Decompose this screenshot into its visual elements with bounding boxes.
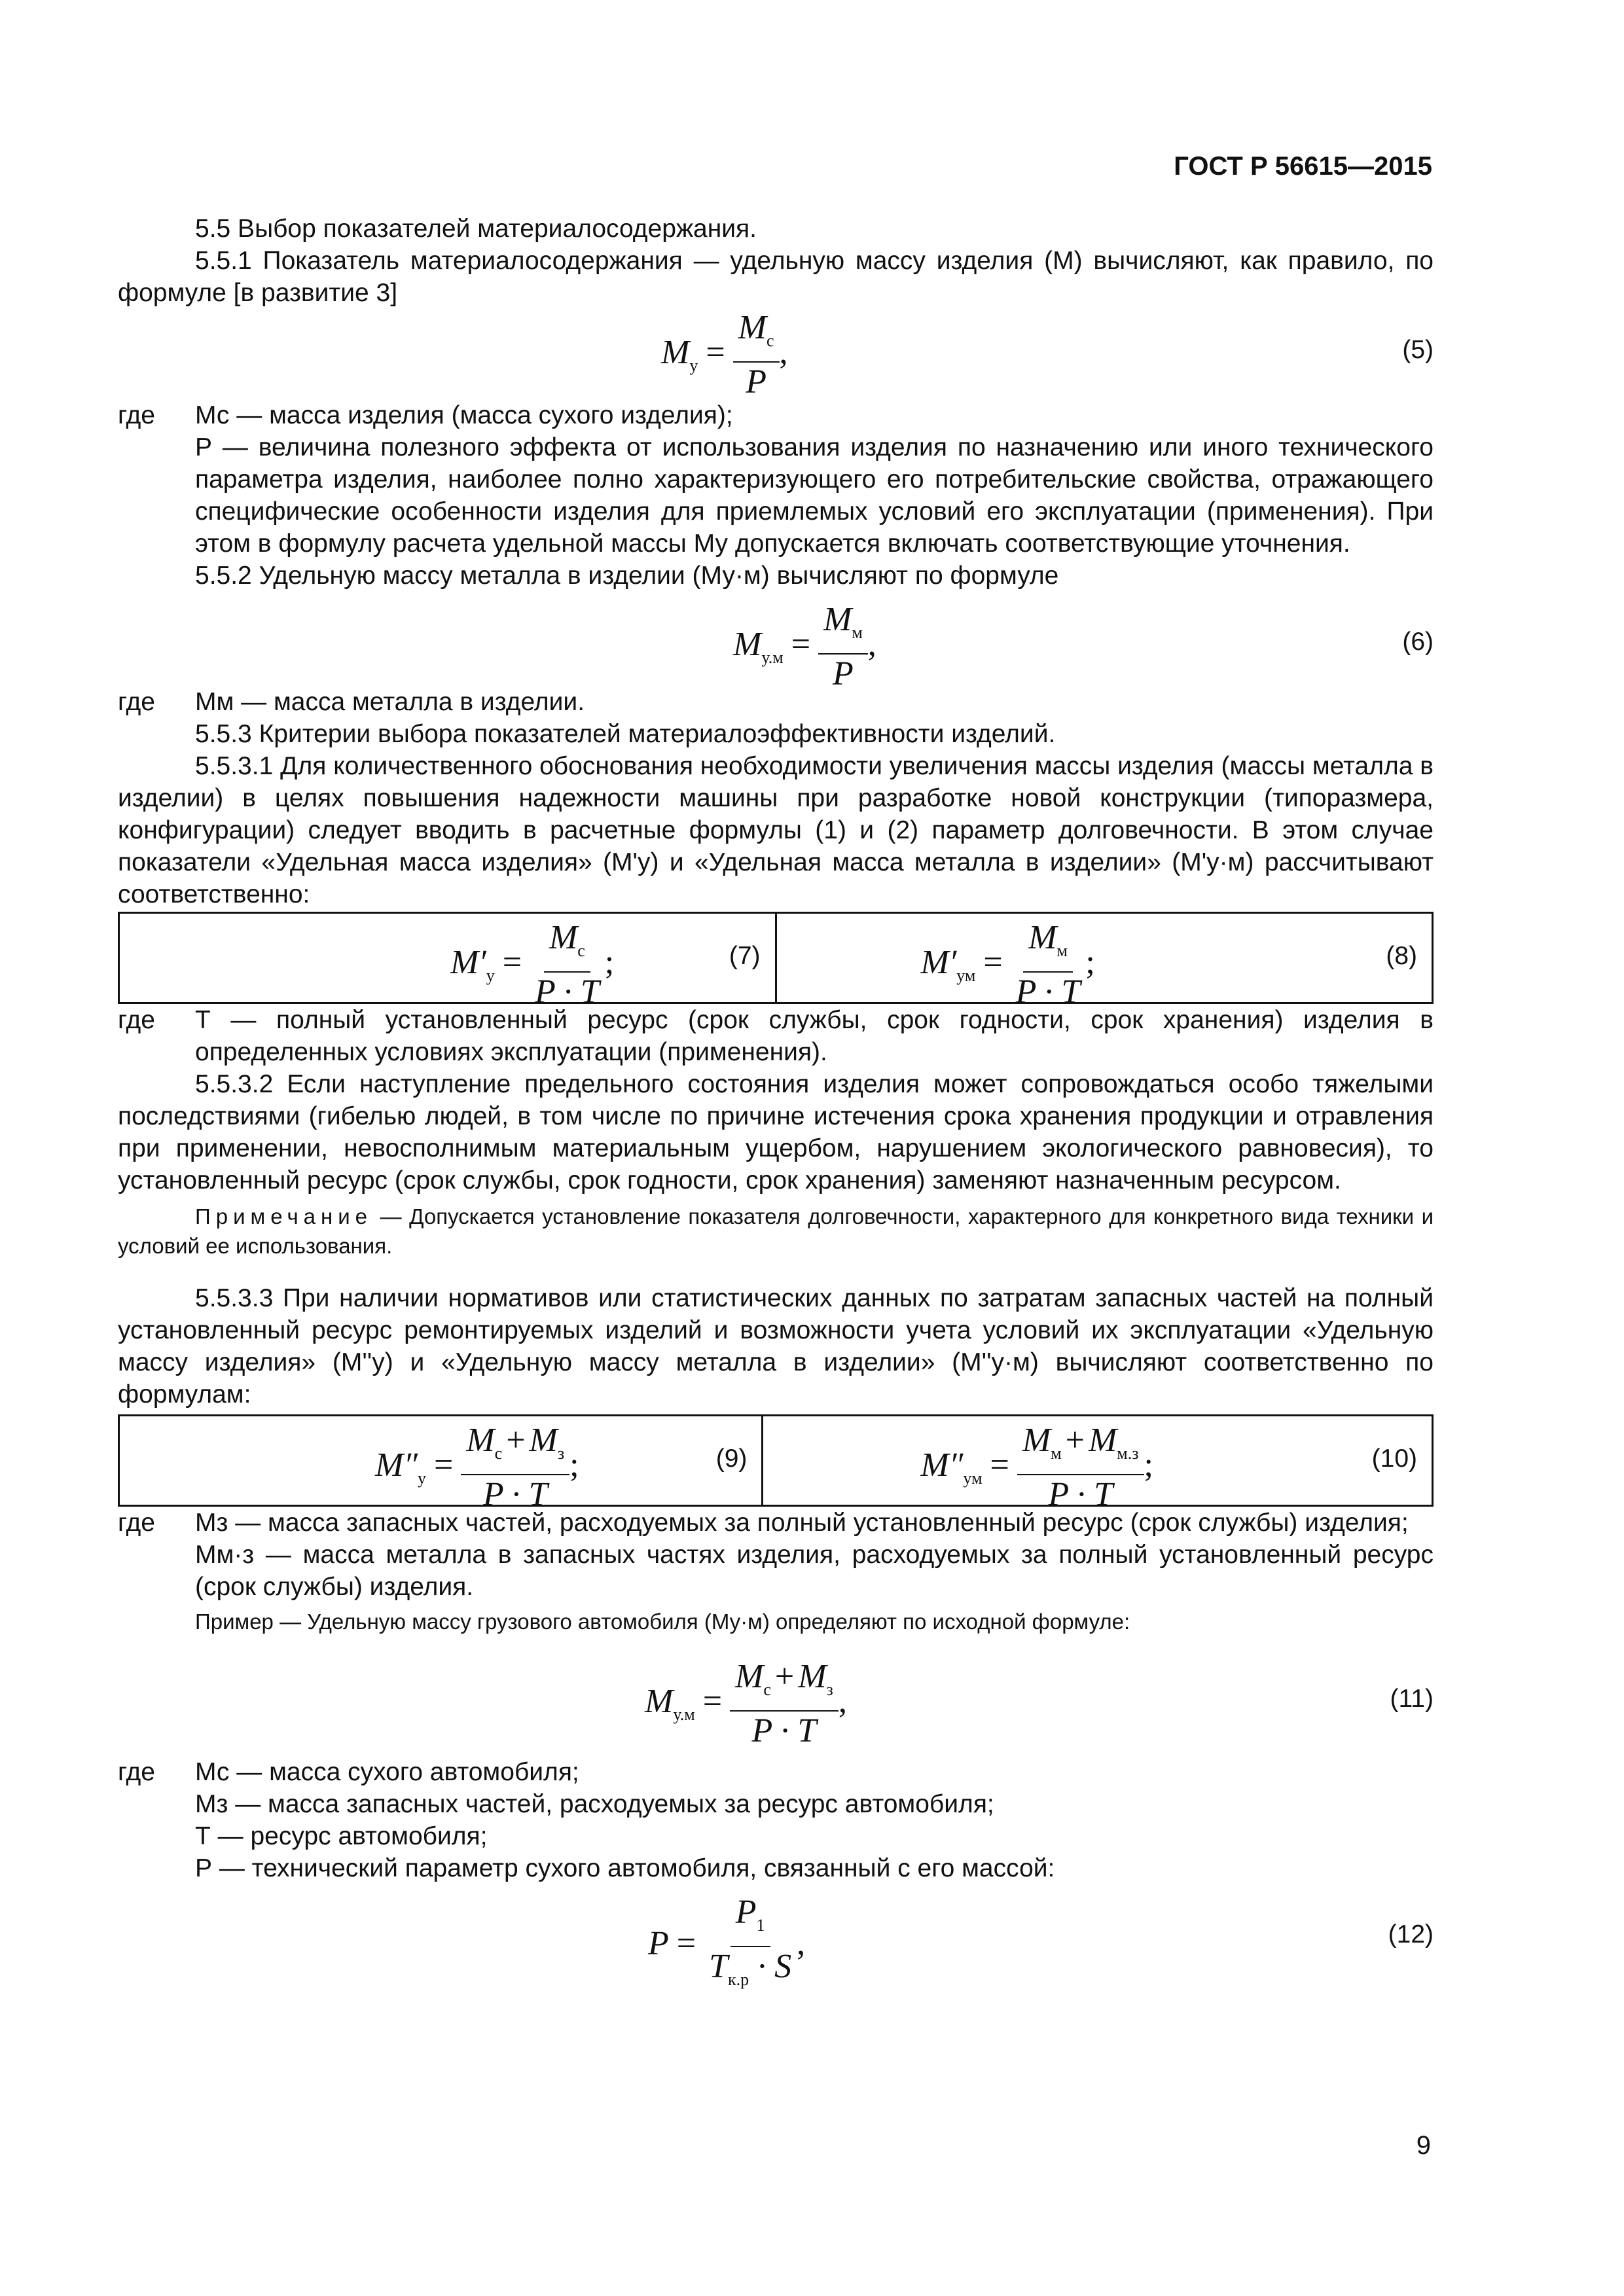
where-t-row: где Т — полный установленный ресурс (срок службы, срок годности, срок хранения) изделия в определенных условиях эксплуатации (применения). bbox=[118, 1006, 1434, 1066]
document-body bbox=[118, 213, 1434, 1992]
note-text: — Допускается установление показателя долговечности, характерного для конкретного вида техники и условий ее использования. bbox=[118, 1204, 1434, 1258]
example-text: Пример — Удельную массу грузового автомобиля (Му·м) определяют по исходной формуле: bbox=[195, 1609, 1130, 1634]
formula-10-cell bbox=[763, 1416, 1433, 1513]
where-auto-mz: Мз — масса запасных частей, расходуемых за ресурс автомобиля; bbox=[195, 1790, 994, 1818]
paragraph-5-5-3: 5.5.3 Критерии выбора показателей материалоэффективности изделий. bbox=[195, 720, 1056, 748]
formula-12-number: (12) bbox=[1388, 1920, 1434, 1948]
formula-7-expression: $M'_у$ = $\frac{M_с}{P \cdot T}$ ; bbox=[450, 919, 615, 1011]
formula-7-cell bbox=[119, 913, 776, 1011]
where-mz-row: где Мз — масса запасных частей, расходуемых за полный установленный ресурс (срок службы) изделия; bbox=[118, 1509, 1409, 1537]
paragraph-5-5-3-1: 5.5.3.1 Для количественного обоснования необходимости увеличения массы изделия (массы металла в изделии) в целях повышения надежности машины при разработке новой конструкции (типоразмера, конфигурации) следует вводить в расчетные формулы (1) и (2) параметр долговечности. В этом случае показатели «Удельная масса изделия» (М'у) и «Удельная масса металла в изделии» (М'у·м) рассчитывают соответственно: bbox=[118, 752, 1434, 908]
formula-6 bbox=[118, 601, 1434, 692]
formula-5-number: (5) bbox=[1402, 336, 1434, 364]
formula-8-cell bbox=[776, 913, 1433, 1011]
paragraph-5-5-3-2: 5.5.3.2 Если наступление предельного состояния изделия может сопровождаться особо тяжелыми последствиями (гибелью людей, в том числе по причине истечения срока хранения продукции и отравления при применении, невосполнимым материальным ущербом, нарушением экологического равновесия), то установленный ресурс (срок службы, срок годности, срок хранения) заменяют назначенным ресурсом. bbox=[118, 1070, 1434, 1194]
note-label: Примечание bbox=[195, 1204, 373, 1229]
where-auto-p: Р — технический параметр сухого автомобиля, связанный с его массой: bbox=[195, 1854, 1055, 1882]
formula-12 bbox=[118, 1893, 1434, 1992]
formula-table-9-10 bbox=[118, 1414, 1434, 1513]
document-code: ГОСТ Р 56615—2015 bbox=[1174, 152, 1432, 181]
formula-6-number: (6) bbox=[1402, 628, 1434, 656]
formula-9-expression: $M''_у$ = $\frac{M_с + M_з}{P \cdot T}$ ; bbox=[375, 1422, 579, 1513]
formula-5 bbox=[118, 309, 1434, 399]
formula-11-number: (11) bbox=[1390, 1685, 1434, 1713]
formula-7-number: (7) bbox=[729, 942, 761, 970]
where-mc-row: где Мс — масса изделия (масса сухого изделия); bbox=[118, 401, 733, 429]
formula-11 bbox=[118, 1658, 1434, 1756]
formula-10-expression: $M''_{ум}$ = $\frac{M_м + M_{м.з}}{P \cdot T}$ ; bbox=[920, 1422, 1153, 1513]
section-5-5-heading: 5.5 Выбор показателей материалосодержания. bbox=[195, 215, 757, 243]
formula-6-expression: $M_{у.м}$ = $\frac{M_м}{P}$ , bbox=[733, 601, 876, 692]
formula-5-expression: $M_у$ = $\frac{M_с}{P}$ , bbox=[661, 309, 788, 401]
paragraph-5-5-2: 5.5.2 Удельную массу металла в изделии (Му·м) вычисляют по формуле bbox=[195, 562, 1059, 590]
page-number: 9 bbox=[1416, 2131, 1431, 2160]
paragraph-5-5-1: 5.5.1 Показатель материалосодержания — удельную массу изделия (М) вычисляют, как правило, по формуле [в развитие 3] bbox=[118, 247, 1434, 307]
formula-10-number: (10) bbox=[1371, 1444, 1417, 1473]
where-p-definition: Р — величина полезного эффекта от использования изделия по назначению или иного технического параметра изделия, наиболее полно характеризующего его потребительские свойства, отражающего специфические особенности изделия для приемлемых условий его эксплуатации (применения). При этом в формулу расчета удельной массы Му допускается включать соответствующие уточнения. bbox=[195, 433, 1434, 558]
where-mmz-definition: Мм·з — масса металла в запасных частях изделия, расходуемых за полный установленный ресурс (срок службы) изделия. bbox=[195, 1541, 1434, 1601]
formula-8-number: (8) bbox=[1386, 942, 1417, 970]
formula-table-7-8 bbox=[118, 912, 1434, 1011]
formula-9-cell bbox=[119, 1416, 763, 1513]
formula-8-expression: $M'_{ум}$ = $\frac{M_м}{P \cdot T}$ ; bbox=[920, 919, 1095, 1011]
note bbox=[118, 1202, 1434, 1261]
formula-9-number: (9) bbox=[715, 1444, 748, 1473]
paragraph-5-5-3-3: 5.5.3.3 При наличии нормативов или статистических данных по затратам запасных частей на полный установленный ресурс ремонтируемых изделий и возможности учета условий их эксплуатации «Удельную массу изделия» (М''у) и «Удельную массу металла в изделии» (М''у·м) вычисляют соответственно по формулам: bbox=[118, 1284, 1434, 1408]
where-auto-t: Т — ресурс автомобиля; bbox=[195, 1822, 488, 1850]
where-auto-mc-row: где Мс — масса сухого автомобиля; bbox=[118, 1758, 579, 1786]
formula-12-expression: P = $\frac{P_1}{T_{к.р} \cdot S}$ , bbox=[648, 1893, 806, 1989]
formula-11-expression: $M_{у.м}$ = $\frac{M_с + M_з}{P \cdot T}$ , bbox=[645, 1658, 847, 1749]
where-mm-row: где Мм — масса металла в изделии. bbox=[118, 688, 585, 716]
